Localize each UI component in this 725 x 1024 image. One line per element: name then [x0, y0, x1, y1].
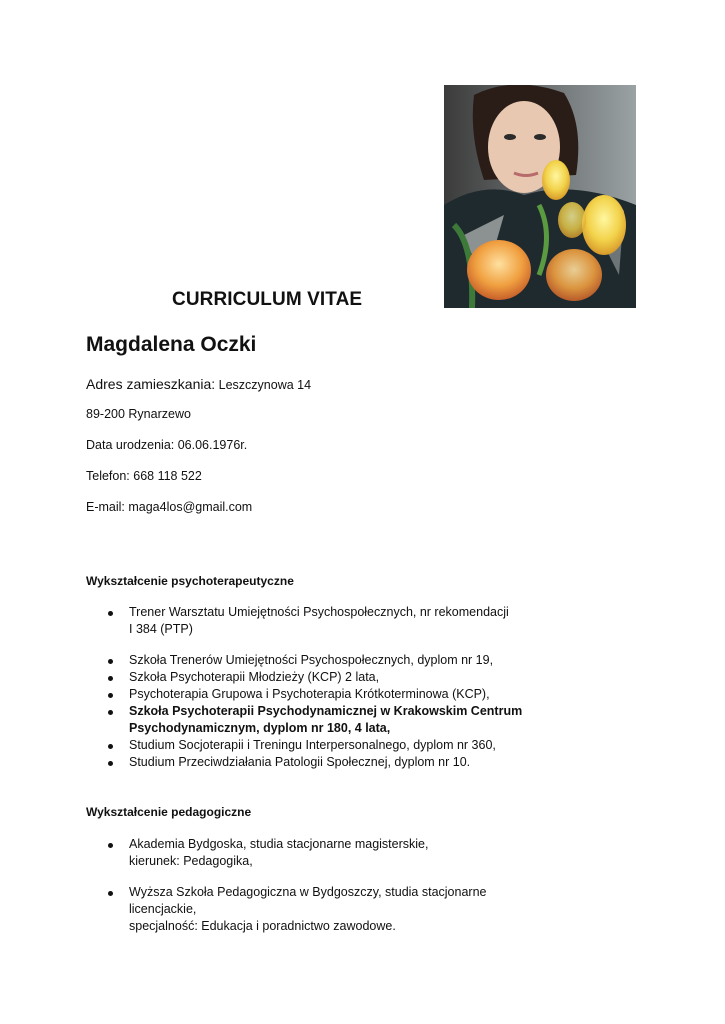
person-name: Magdalena Oczki	[86, 333, 257, 356]
address-line	[86, 376, 311, 392]
list-item-continuation: I 384 (PTP)	[129, 622, 193, 636]
city-line: 89-200 Rynarzewo	[86, 407, 191, 421]
list-item-continuation: specjalność: Edukacja i poradnictwo zawodowe.	[129, 919, 396, 933]
bullet-icon	[108, 843, 113, 848]
list-item: Szkoła Trenerów Umiejętności Psychospołecznych, dyplom nr 19,	[86, 652, 556, 669]
list-item: Studium Socjoterapii i Treningu Interpersonalnego, dyplom nr 360,	[86, 737, 556, 754]
document-title: CURRICULUM VITAE	[172, 289, 363, 310]
bullet-icon	[108, 744, 113, 749]
ped-education-list	[86, 836, 556, 935]
list-item: Akademia Bydgoska, studia stacjonarne magisterskie,	[86, 836, 556, 853]
bullet-icon	[108, 710, 113, 715]
bullet-icon	[108, 611, 113, 616]
list-item: Trener Warsztatu Umiejętności Psychospołecznych, nr rekomendacji	[86, 604, 556, 621]
address-value: Leszczynowa 14	[215, 378, 312, 392]
bullet-icon	[108, 659, 113, 664]
psycho-education-list	[86, 604, 556, 771]
bullet-icon	[108, 761, 113, 766]
address-label: Adres zamieszkania:	[86, 376, 216, 392]
list-item: Szkoła Psychoterapii Młodzieży (KCP) 2 lata,	[86, 669, 556, 686]
bullet-icon	[108, 891, 113, 896]
profile-photo	[444, 85, 636, 308]
list-item-continuation: kierunek: Pedagogika,	[129, 854, 253, 868]
birth-date: Data urodzenia: 06.06.1976r.	[86, 438, 248, 452]
phone: Telefon: 668 118 522	[86, 469, 202, 483]
list-item: Psychoterapia Grupowa i Psychoterapia Krótkoterminowa (KCP),	[86, 686, 556, 703]
bullet-icon	[108, 676, 113, 681]
list-item: Wyższa Szkoła Pedagogiczna w Bydgoszczy, studia stacjonarne licencjackie,	[86, 884, 556, 918]
email: E-mail: maga4los@gmail.com	[86, 500, 253, 514]
list-item: Studium Przeciwdziałania Patologii Społecznej, dyplom nr 10.	[86, 754, 556, 771]
list-item-continuation: Psychodynamicznym, dyplom nr 180, 4 lata,	[129, 721, 391, 735]
section-ped-education-title: Wykształcenie pedagogiczne	[86, 805, 252, 819]
section-psycho-education-title: Wykształcenie psychoterapeutyczne	[86, 574, 294, 588]
list-item: Szkoła Psychoterapii Psychodynamicznej w Krakowskim Centrum	[86, 703, 556, 720]
bullet-icon	[108, 693, 113, 698]
